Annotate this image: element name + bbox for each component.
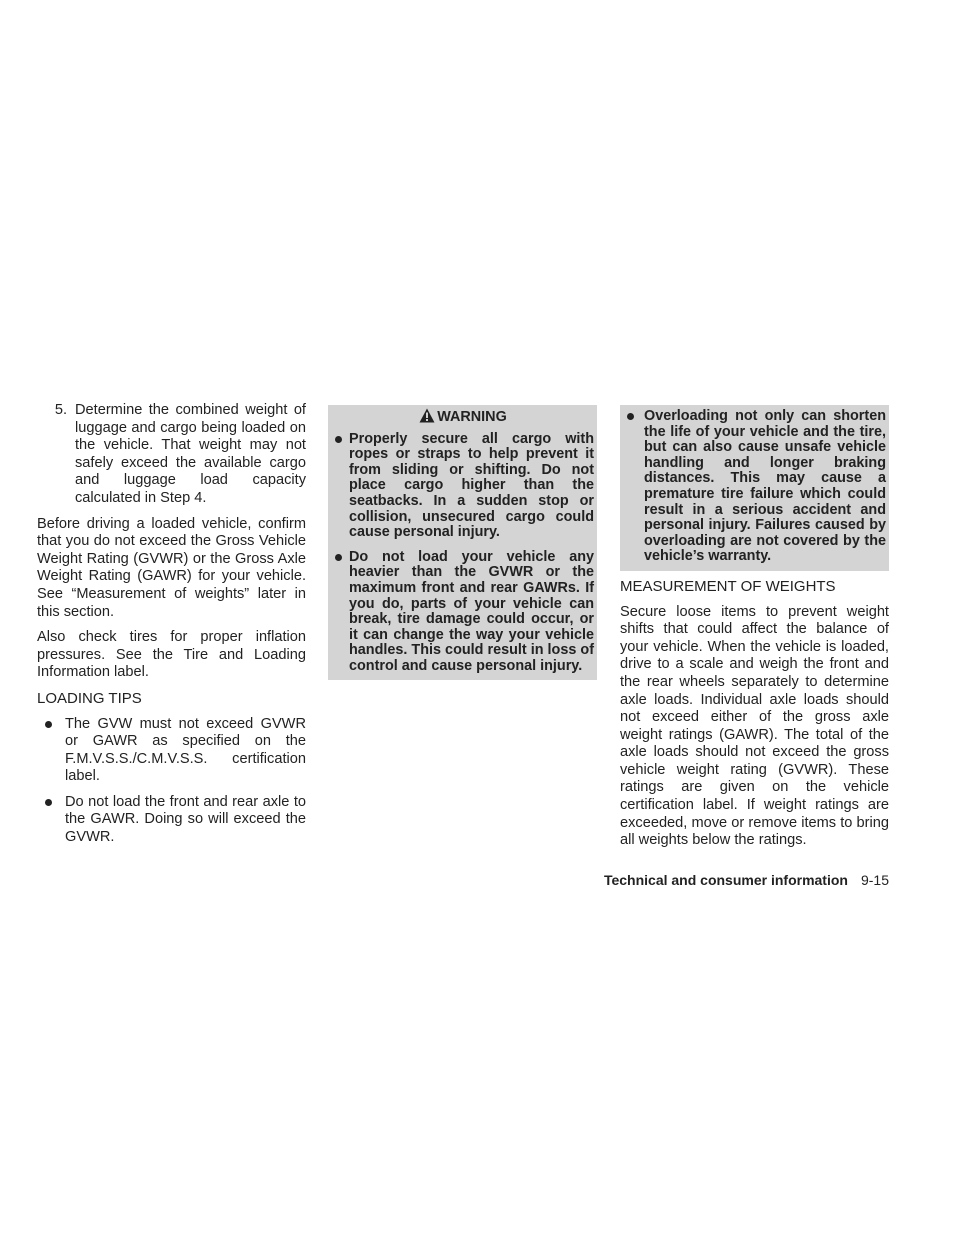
warning-box (328, 405, 597, 680)
list-item (37, 716, 306, 786)
section-heading-measurement: MEASUREMENT OF WEIGHTS (620, 577, 836, 595)
bullet-icon (37, 716, 65, 786)
bullet-icon (332, 432, 349, 541)
bullet-icon (37, 794, 65, 847)
warning-list-item (332, 432, 594, 541)
column-left (37, 402, 306, 855)
list-item-text: The GVW must not exceed GVWR or GAWR as specified on the F.M.V.S.S./C.M.V.S.S. certification label. (65, 715, 306, 785)
column-middle (328, 405, 597, 680)
list-item-text: Do not load the front and rear axle to the GAWR. Doing so will exceed the GVWR. (65, 793, 306, 846)
step-number: 5. (54, 402, 67, 418)
paragraph-confirm-ratings: Before driving a loaded vehicle, confirm that you do not exceed the Gross Vehicle Weight Rating (GVWR) or the Gross Axle Weight Rating (GAWR) for your vehicle. See “Measurement of weights” later in this section. (37, 515, 306, 620)
warning-triangle-icon (419, 408, 435, 428)
paragraph-measurement: Secure loose items to prevent weight shifts that could affect the balance of your vehicle. When the vehicle is loaded, drive to a scale and weigh the front and the rear wheels separately to determine axle loads. Individual axle loads should not exceed either of the gross axle weight ratings (GAWR). The total of the axle loads should not exceed the gross vehicle weight rating (GVWR). These ratings are given on the vehicle certification label. If weight ratings are exceeded, move or remove items to bring all weights below the ratings. (620, 603, 889, 849)
warning-list-item (624, 409, 886, 565)
page-footer (597, 872, 889, 890)
warning-list-item (332, 550, 594, 675)
warning-title: WARNING (437, 409, 507, 425)
warning-header (332, 408, 594, 432)
section-heading-loading-tips: LOADING TIPS (37, 689, 142, 707)
page-number: 9-15 (860, 872, 889, 888)
column-right (620, 405, 889, 858)
warning-item-text: Properly secure all cargo with ropes or straps to help prevent it from sliding or shifting. Do not place cargo higher than the seatbacks. In a sudden stop or collision, unsecured cargo could cause personal injury. (349, 430, 594, 541)
footer-section-title: Technical and consumer information (603, 872, 848, 888)
list-item (37, 794, 306, 847)
paragraph-inflation: Also check tires for proper inflation pressures. See the Tire and Loading Information label. (37, 629, 306, 681)
warning-item-text: Do not load your vehicle any heavier than the GVWR or the maximum front and rear GAWRs. If you do, parts of your vehicle can break, tire damage could occur, or it can change the way your vehicle handles. This could result in loss of control and cause personal injury. (349, 548, 594, 674)
step-5 (37, 402, 306, 508)
bullet-icon (624, 409, 644, 565)
warning-item-text: Overloading not only can shorten the life of your vehicle and the tire, but can also cause unsafe vehicle handling and longer braking distances. This may cause a premature tire failure which could result in a serious accident and personal injury. Failures caused by overloading are not covered by the vehicle’s warranty. (644, 408, 886, 565)
warning-box-continued (620, 405, 889, 571)
step-text: Determine the combined weight of luggage and cargo being loaded on the vehicle. That weight may not safely exceed the available cargo and luggage load capacity calculated in Step 4. (75, 402, 306, 506)
bullet-icon (332, 550, 349, 675)
